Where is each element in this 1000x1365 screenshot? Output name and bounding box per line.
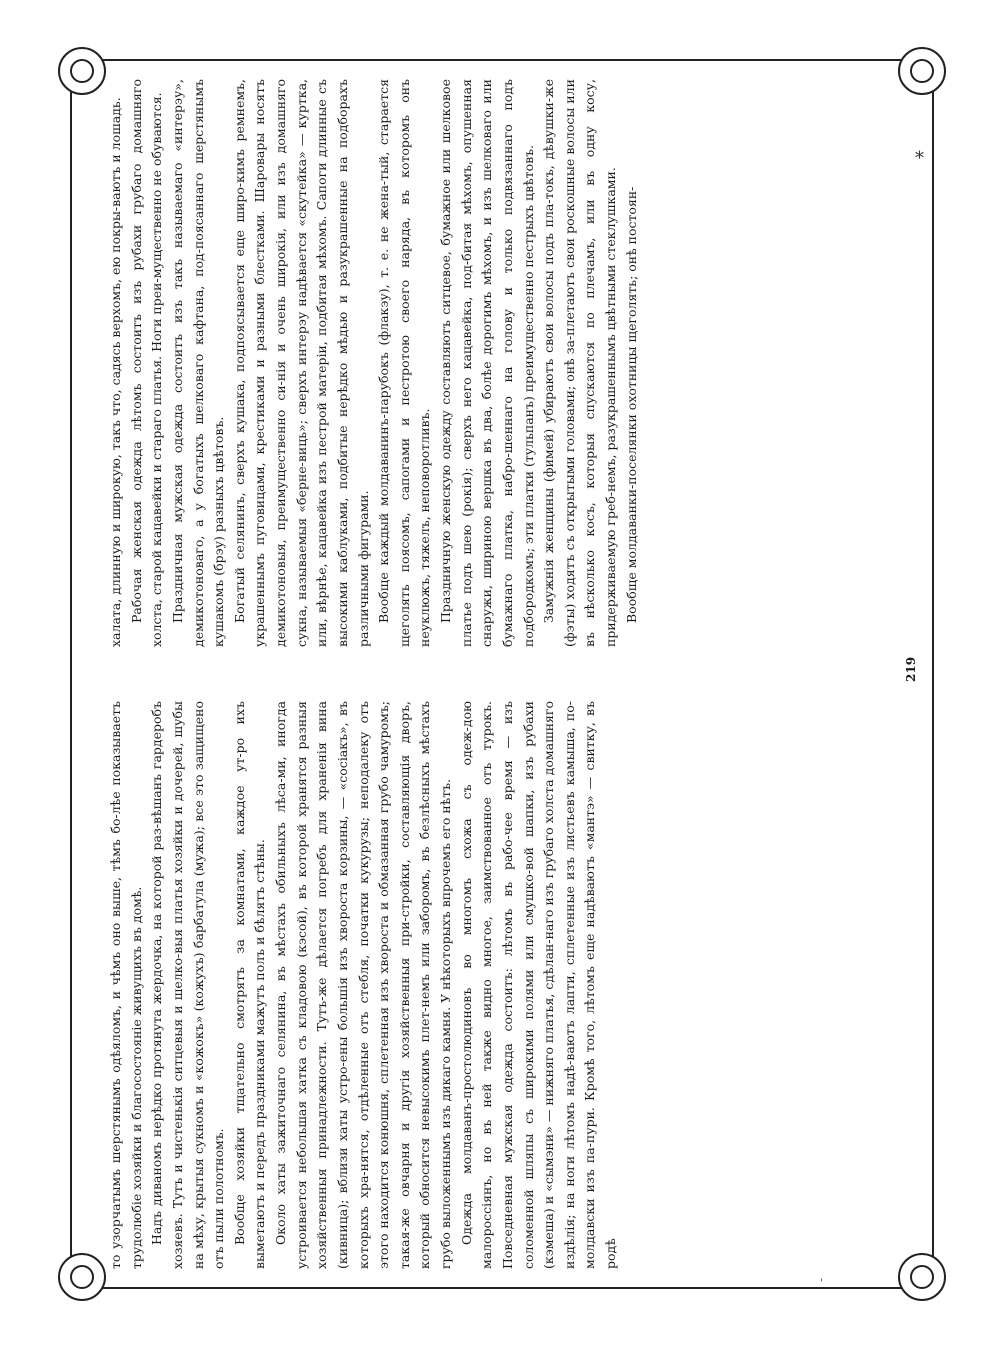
paragraph: Богатый селянинъ, сверхъ кушака, подпоясывается еще широ-кимъ ремнемъ, украшеннымъ пуговицами, крестиками и разными блестками. Шаровары носятъ демикотоновыя, преимущественно си-нія и очень широкія, или изъ домашняго сукна, называемыя «берне-виць»; сверхъ интерэу надѣвается «скутейка» — куртка, или, вѣрнѣе, кацавейка изъ пестрой матеріи, подбитая мѣхомъ. Сапоги длинные съ высокими каблуками, подбитые нерѣдко мѣдью и разукрашенные на подборахъ различными фигурами.	[231, 79, 371, 647]
corner-ornament-icon	[58, 47, 106, 95]
paragraph: Вообще молдаванки-поселянки охотницы щеголять; онѣ постоян-	[623, 186, 639, 623]
corner-ornament-icon	[898, 1253, 946, 1301]
paragraph: Праздничную женскую одежду составляютъ ситцевое, бумажное или шелковое платье подъ шею (рокія); сверхъ него кацавейка, под-битая мѣхомъ, опушенная снаружи, шириною вершка въ два, болѣе дорогимъ мѣхомъ, и изъ шелковаго или бумажнаго платка, набро-шеннаго на голову и только подвязаннаго подъ подбородкомъ; эти платки (тульпанъ) преимущественно пестрыхъ цвѣтовъ.	[438, 79, 536, 647]
corner-ornament-icon	[58, 1253, 106, 1301]
paragraph: Вообще хозяйки тщательно смотрятъ за комнатами, каждое ут-ро ихъ выметаютъ и передъ праздниками мажутъ полъ и бѣлятъ стѣны.	[231, 701, 268, 1269]
left-text-column	[106, 701, 622, 1269]
rotated-book-page	[50, 67, 950, 1297]
paragraph: Около хаты зажиточнаго селянина, въ мѣстахъ обильныхъ лѣса-ми, иногда устроивается небольшая хатка съ кладовою (кэсой), въ которой хранятся разныя хозяйственныя принадлежности. Тутъ-же дѣлается погребъ для храненія вина (кивница); вблизи хаты устро-ены большія изъ хвороста корзины, — «сосіакъ», въ которыхъ хра-нятся, отдѣленные отъ стебля, початки кукурузы; неподалеку отъ этого находится конюшня, сплетенная изъ хвороста и обмазанная грубо чамуромъ; такая-же овчарня и другія хозяйственныя при-стройки, составляющія дворъ, который обносится невысокимъ плет-немъ или заборомъ, въ безлѣсныхъ мѣстахъ грубо выложеннымъ изъ дикаго камня. У нѣкоторыхъ впрочемъ его нѣтъ.	[273, 701, 453, 1269]
page-number: 219	[904, 656, 918, 682]
paragraph: Праздничная мужская одежда состоитъ изъ такъ называемаго «интерэу», демикотоноваго, а у богатыхъ шелковаго кафтана, под-поясаннаго шерстянымъ кушакомъ (брэу) разныхъ цвѣтовъ.	[169, 79, 227, 647]
paragraph: то узорчатымъ шерстянымъ одѣяломъ, и чѣмъ оно выше, тѣмъ бо-лѣе показываетъ трудолюбіе хозяйки и благосостояніе живущихъ въ домѣ.	[108, 701, 144, 1269]
paragraph: Одежда молдаванъ-простолюдиновъ во многомъ схожа съ одеж-дою малороссіянъ, но въ ней также видно многое, заимствованное отъ турокъ. Повседневная мужская одежда состоитъ: лѣтомъ въ рабо-чее время — изъ соломенной шляпы съ широкими полями или смушко-вой шапки, изъ рубахи (кэмеша) и «сымэни» — нижняго платья, сдѣлан-наго изъ грубаго холста домашняго издѣлія; на ноги лѣтомъ надѣ-ваютъ лапти, сплетенные изъ листьевъ камыша, по-молдавски изъ па-пури. Кромѣ того, лѣтомъ еще надѣваютъ «мантэ» — свитку, въ родѣ	[458, 701, 618, 1269]
paragraph: Вообще каждый молдаванинъ-парубокъ (флакэу), т. е. не жена-тый, старается щеголять поясомъ, сапогами и пестротою своего наряда, въ которомъ онъ неуклюжъ, тяжелъ, неповоротливъ.	[376, 79, 433, 647]
corner-ornament-icon	[898, 47, 946, 95]
stray-mark: '	[820, 1278, 823, 1289]
asterisk-mark: *	[915, 148, 924, 169]
paragraph: Надъ диваномъ нерѣдко протянута жердочка, на которой раз-вѣшанъ гардеробъ хозяевъ. Тутъ и чистенькія ситцевыя и шелко-выя платья хозяйки и дочерей, шубы на мѣху, крытыя сукномъ и «кожокъ» (кожухъ) барбатула (мужа); все это защищено отъ пыли полотномъ.	[149, 701, 227, 1269]
right-text-column	[106, 79, 642, 647]
ornamental-page-frame	[70, 59, 934, 1289]
paragraph: Рабочая женская одежда лѣтомъ состоитъ изъ рубахи грубаго домашняго холста, старой кацавейки и стараго платья. Ноги преи-мущественно не обуваются.	[128, 79, 165, 647]
paragraph: Замужнія женщины (фимей) убираютъ свои волосы подъ пла-токъ, дѣвушки-же (фэты) ходятъ съ открытыми головами; онѣ за-плетаютъ свои роскошные волосы или въ нѣсколько косъ, которыя спускаются по плечамъ, или въ одну косу, придерживаемую греб-немъ, разукрашеннымъ цвѣтными стеклушками.	[541, 79, 618, 647]
paragraph: халата, длинную и широкую, такъ что, садясь верхомъ, ею покры-ваютъ и лошадь.	[108, 97, 123, 647]
